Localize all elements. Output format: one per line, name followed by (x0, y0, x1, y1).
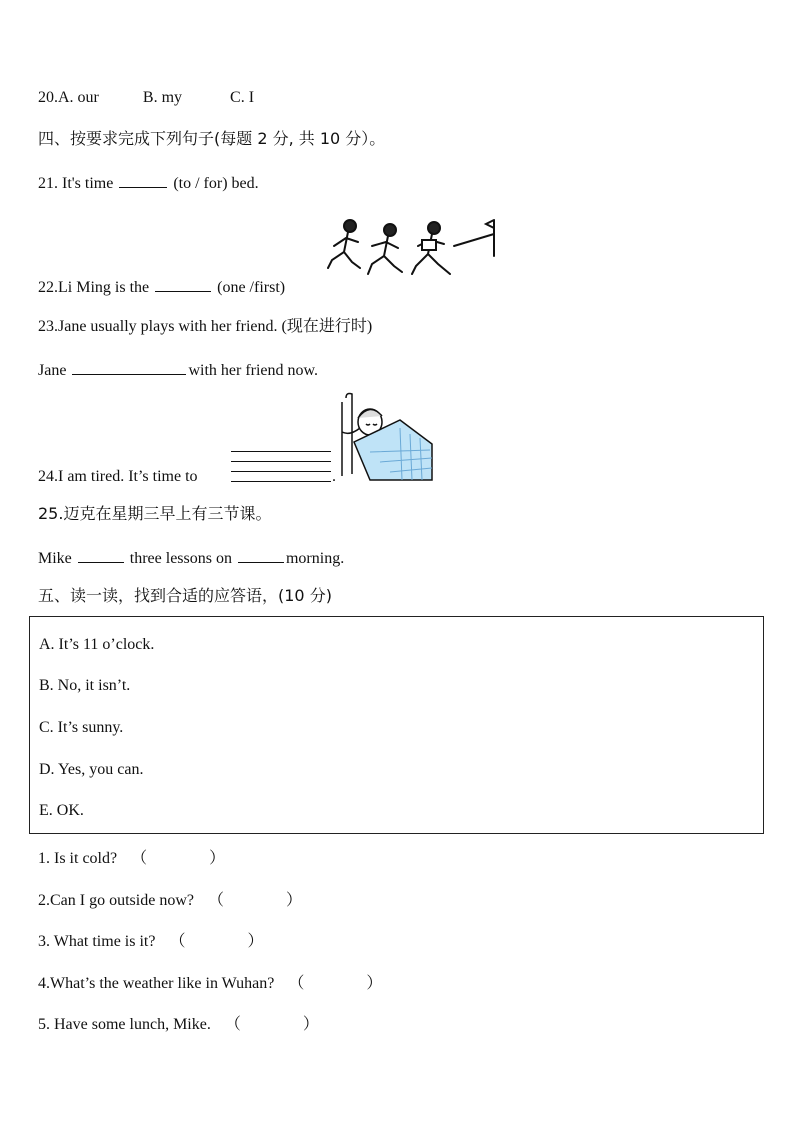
close-paren: ） (247, 933, 264, 950)
q25-blank-1[interactable] (78, 546, 124, 563)
open-paren: （ (207, 892, 224, 909)
q20-option-b: B. my (142, 89, 183, 106)
open-paren: （ (288, 975, 305, 992)
q24-suffix: . (332, 468, 336, 485)
q25-part2: three lessons on (129, 550, 232, 567)
close-paren: ） (302, 1016, 319, 1033)
question-2 (38, 891, 302, 911)
question-3 (38, 932, 264, 952)
question-2-text: 2.Can I go outside now? (38, 892, 194, 909)
girl-sleeping-in-bed-icon (340, 392, 434, 482)
q25-prompt: 25.迈克在星期三早上有三节课。 (38, 504, 272, 523)
q22-answer-blank[interactable] (155, 275, 211, 292)
open-paren: （ (169, 933, 186, 950)
question-4-text: 4.What’s the weather like in Wuhan? (38, 975, 275, 992)
question-5 (38, 1015, 319, 1035)
close-paren: ） (286, 892, 303, 909)
option-a: A. It’s 11 o’clock. (39, 636, 155, 653)
q20-row (38, 88, 254, 108)
q22-prefix: 22.Li Ming is the (38, 279, 150, 296)
open-paren: （ (131, 850, 148, 867)
option-b: B. No, it isn’t. (39, 677, 131, 694)
question-4 (38, 974, 382, 994)
question-5-text: 5. Have some lunch, Mike. (38, 1016, 211, 1033)
q24-prefix: 24.I am tired. It’s time to (38, 468, 198, 485)
q25-part3: morning. (285, 550, 345, 567)
q20-option-c: C. I (230, 89, 255, 106)
question-1-answer-paren[interactable] (131, 849, 225, 869)
q23-answer-blank[interactable] (72, 358, 186, 375)
q21-prefix: 21. It's time (38, 175, 114, 192)
q23-answer-suffix: with her friend now. (188, 362, 319, 379)
q23-answer-row (38, 358, 318, 381)
option-e: E. OK. (39, 802, 84, 819)
q23-prompt: 23.Jane usually plays with her friend. (现在进行时) (38, 318, 373, 335)
q25-part1: Mike (38, 550, 72, 567)
option-d: D. Yes, you can. (39, 761, 144, 778)
question-3-text: 3. What time is it? (38, 933, 156, 950)
close-paren: ） (209, 850, 226, 867)
q23-answer-prefix: Jane (38, 362, 67, 379)
q25-answer-row (38, 546, 344, 569)
section4-title: 四、按要求完成下列句子(每题 2 分, 共 10 分）。 (38, 129, 386, 148)
question-3-answer-paren[interactable] (169, 932, 263, 952)
q22-suffix: (one /first) (217, 279, 286, 296)
q21-suffix: (to / for) bed. (173, 175, 259, 192)
question-5-answer-paren[interactable] (225, 1015, 319, 1035)
question-1 (38, 849, 225, 869)
q22-row (38, 275, 285, 298)
running-race-icon (326, 216, 502, 288)
option-c: C. It’s sunny. (39, 719, 124, 736)
q21-answer-blank[interactable] (119, 171, 167, 188)
question-2-answer-paren[interactable] (208, 891, 302, 911)
q25-blank-2[interactable] (238, 546, 284, 563)
q24-row (38, 467, 198, 487)
q20-option-a: A. our (58, 89, 99, 106)
section5-title: 五、读一读，找到合适的应答语，(10 分) (38, 586, 332, 605)
close-paren: ） (366, 975, 383, 992)
answer-options-box (29, 616, 764, 834)
q24-answer-lines[interactable] (231, 451, 331, 482)
question-1-text: 1. Is it cold? (38, 850, 118, 867)
open-paren: （ (224, 1016, 241, 1033)
q21-row (38, 171, 259, 194)
question-4-answer-paren[interactable] (288, 974, 382, 994)
q20-number: 20. (38, 89, 58, 106)
